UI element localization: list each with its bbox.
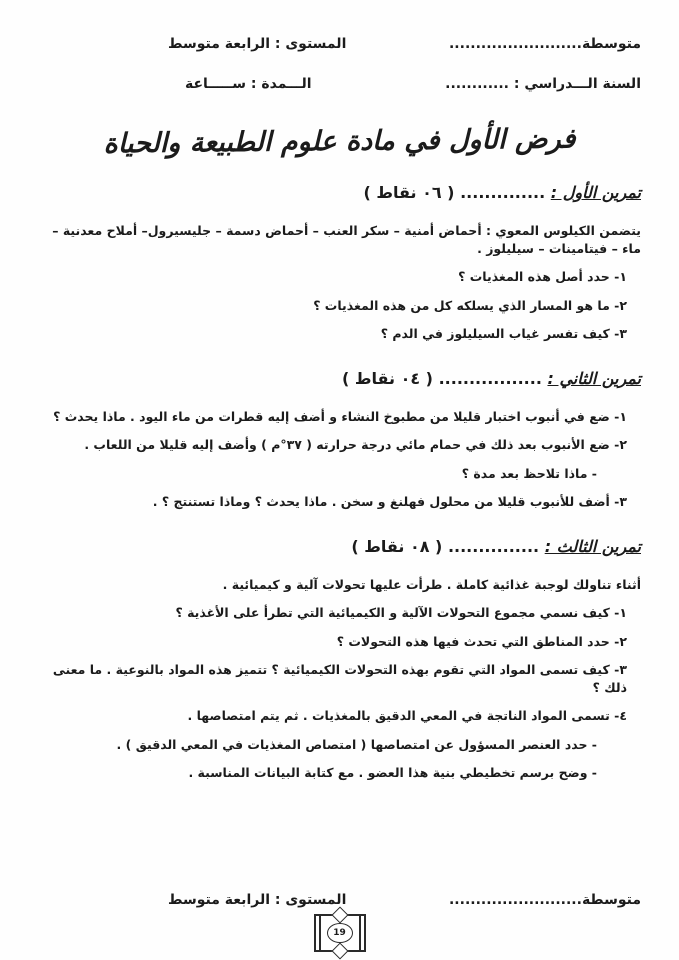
school-year-line: السنة الـــدراسي : ............ <box>445 76 641 92</box>
exercise-2-dots: ................. <box>438 368 542 388</box>
exercise-2-question-1: ١- ضع في أنبوب اختبار قليلا من مطبوخ النشاء و أضف إليه قطرات من ماء اليود . ماذا يحدث ؟ <box>53 408 627 424</box>
exercise-2-question-3: ٣- أضف للأنبوب قليلا من محلول فهلنغ و سخن . ماذا يحدث ؟ وماذا تستنتج ؟ . <box>152 494 627 509</box>
exercise-1-question-2: ٢- ما هو المسار الذي يسلكه كل من هذه المغذيات ؟ <box>313 297 627 313</box>
exercise-3 <box>30 537 641 782</box>
footer-row <box>168 892 641 908</box>
exercise-3-question-2: ٢- حدد المناطق التي تحدث فيها هذه التحولات ؟ <box>336 633 627 649</box>
school-name-line: متوسطة......................... <box>448 36 641 52</box>
exercise-2-header <box>30 369 641 388</box>
exercise-2-subquestion: - ماذا تلاحظ بعد مدة ؟ <box>461 465 597 481</box>
exercise-1 <box>30 183 641 343</box>
page-number-badge-wrap <box>0 914 679 952</box>
exercise-1-points: ( ٠٦ نقاط ) <box>363 183 455 202</box>
footer-level-line: المستوى : الرابعة متوسط <box>168 892 347 908</box>
exercise-3-question-3: ٣- كيف تسمى المواد التي تقوم بهذه التحولات الكيميائية ؟ تتميز هذه المواد بالنوعية . ما معنى ذلك ؟ <box>52 662 627 695</box>
exercise-1-title: تمرين الأول : <box>550 183 641 202</box>
exam-title: فرض الأول في مادة علوم الطبيعة والحياة <box>103 123 576 160</box>
exercise-3-points: ( ٠٨ نقاط ) <box>351 536 443 556</box>
exercise-2-points: ( ٠٤ نقاط ) <box>341 368 433 388</box>
exercise-2-title: تمرين الثاني : <box>547 368 641 388</box>
exercise-3-subquestion-2: - وضح برسم تخطيطي بنية هذا العضو . مع كتابة البيانات المناسبة . <box>188 765 597 780</box>
exercise-3-header <box>30 537 641 556</box>
exercise-1-dots: .............. <box>460 183 546 202</box>
duration-line: الـــمدة : ســـــاعة <box>185 76 312 92</box>
footer-school-line: متوسطة......................... <box>448 892 641 908</box>
header-row-2 <box>185 76 641 92</box>
exercise-2-question-2: ٢- ضع الأنبوب بعد ذلك في حمام مائي درجة حرارته ( ٣٧°م ) وأضف إليه قليلا من اللعاب . <box>84 437 627 452</box>
page-number-badge <box>314 914 366 952</box>
exercise-3-question-4: ٤- تسمى المواد الناتجة في المعي الدقيق بالمغذيات . ثم يتم امتصاصها . <box>187 708 627 723</box>
header-row-1 <box>168 36 641 52</box>
exercise-2 <box>30 369 641 511</box>
exercise-1-header <box>30 183 641 202</box>
exercise-3-intro: أثناء تناولك لوجبة غذائية كاملة . طرأت عليها تحولات آلية و كيميائية . <box>222 576 641 592</box>
exercise-3-subquestion-1: - حدد العنصر المسؤول عن امتصاصها ( امتصاص المغذيات في المعي الدقيق ) . <box>116 736 597 752</box>
exercise-3-question-1: ١- كيف نسمي مجموع التحولات الآلية و الكيميائية التي تطرأ على الأغذية ؟ <box>175 605 627 620</box>
exercise-3-title: تمرين الثالث : <box>544 536 641 556</box>
exercise-1-intro: يتضمن الكيلوس المعوي : أحماض أمنية – سكر العنب – أحماض دسمة – جليسيرول– أملاح معدنية – ماء – فيتامينات – سيليلوز . <box>52 223 641 256</box>
page-number: 19 <box>327 923 353 943</box>
level-line: المستوى : الرابعة متوسط <box>168 36 347 52</box>
exercise-1-question-3: ٣- كيف تفسر غياب السيليلوز في الدم ؟ <box>380 326 627 341</box>
exercise-3-dots: ............... <box>447 536 540 556</box>
exercise-1-question-1: ١- حدد أصل هذه المغذيات ؟ <box>458 269 627 284</box>
